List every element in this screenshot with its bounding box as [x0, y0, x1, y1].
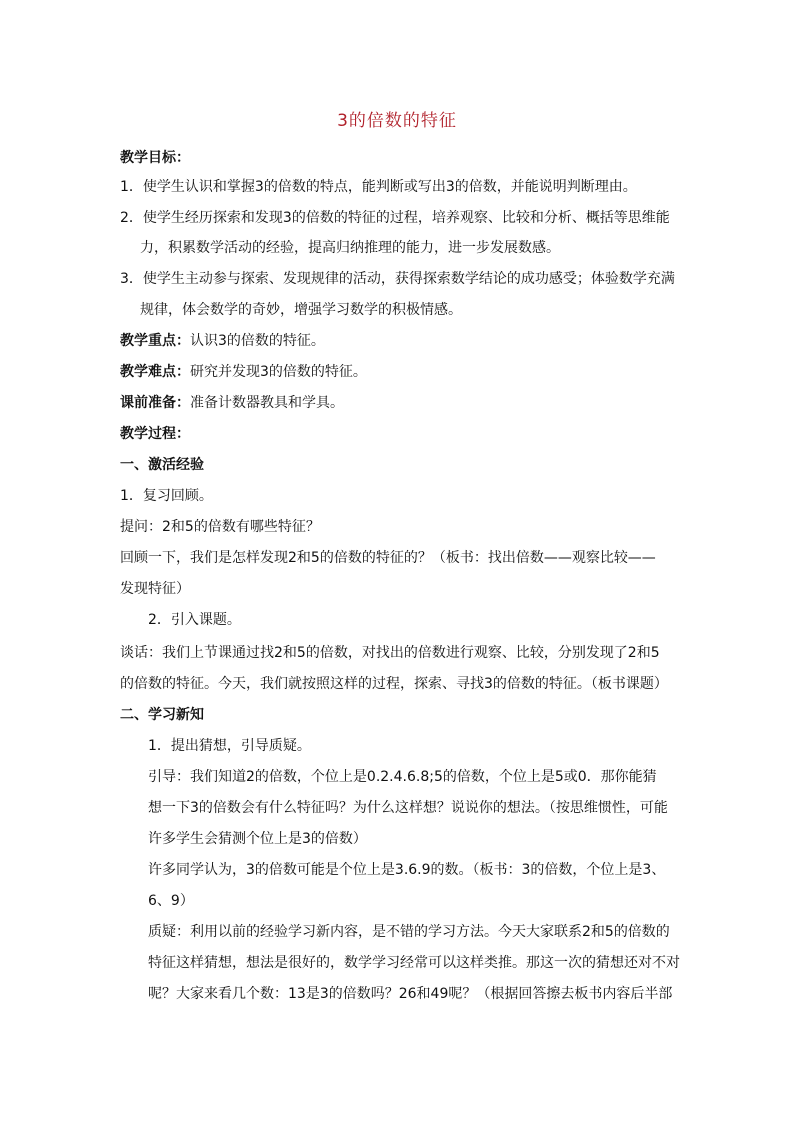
section-1-question: 提问：2和5的倍数有哪些特征？ [120, 519, 320, 535]
section-1-item-1: 1．复习回顾。 [120, 488, 213, 504]
section-2-item-1: 1．提出猜想，引导质疑。 [148, 738, 311, 754]
preparation [120, 393, 344, 413]
section-2-heading: 二、学习新知 [120, 707, 204, 723]
section-2-guide-line-2: 想一下3的倍数会有什么特征吗？为什么这样想？说说你的想法。（按思维惯性，可能 [148, 800, 668, 816]
goal-3-line-2: 规律，体会数学的奇妙，增强学习数学的积极情感。 [140, 302, 462, 318]
key-point-label: 教学重点： [120, 333, 190, 349]
section-2-doubt-line-2: 特征这样猜想，想法是很好的，数学学习经常可以这样类推。那这一次的猜想还对不对 [148, 955, 680, 971]
section-2-many-line-2: 6、9） [148, 893, 194, 909]
goal-2-line-1: 2．使学生经历探索和发现3的倍数的特征的过程，培养观察、比较和分析、概括等思维能 [120, 210, 670, 226]
section-1-item-2: 2．引入课题。 [148, 612, 241, 628]
section-2-doubt-line-3: 呢？大家来看几个数：13是3的倍数吗？26和49呢？（根据回答擦去板书内容后半部 [148, 986, 673, 1002]
difficulty-point [120, 362, 367, 382]
section-1-review-line-1: 回顾一下，我们是怎样发现2和5的倍数的特征的？（板书：找出倍数——观察比较—— [120, 550, 656, 566]
goal-1: 1．使学生认识和掌握3的倍数的特点，能判断或写出3的倍数，并能说明判断理由。 [120, 179, 637, 195]
preparation-text: 准备计数器教具和学具。 [190, 395, 344, 411]
section-2-guide-line-3: 许多学生会猜测个位上是3的倍数） [148, 831, 367, 847]
section-2-doubt-line-1: 质疑：利用以前的经验学习新内容，是不错的学习方法。今天大家联系2和5的倍数的 [148, 924, 670, 940]
document-title: 3的倍数的特征 [337, 111, 457, 131]
section-1-talk-line-2: 的倍数的特征。今天，我们就按照这样的过程，探索、寻找3的倍数的特征。（板书课题） [120, 676, 668, 692]
process-heading: 教学过程： [120, 426, 190, 442]
section-1-review-line-2: 发现特征） [120, 581, 190, 597]
difficulty-text: 研究并发现3的倍数的特征。 [190, 364, 367, 380]
key-point [120, 331, 325, 351]
section-1-talk-line-1: 谈话：我们上节课通过找2和5的倍数，对找出的倍数进行观察、比较，分别发现了2和5 [120, 645, 660, 661]
section-1-heading: 一、激活经验 [120, 457, 204, 473]
preparation-label: 课前准备： [120, 395, 190, 411]
section-2-many-line-1: 许多同学认为，3的倍数可能是个位上是3.6.9的数。（板书：3的倍数，个位上是3、 [148, 862, 666, 878]
goals-heading: 教学目标： [120, 150, 190, 166]
difficulty-label: 教学难点： [120, 364, 190, 380]
goal-2-line-2: 力，积累数学活动的经验，提高归纳推理的能力，进一步发展数感。 [140, 240, 560, 256]
key-point-text: 认识3的倍数的特征。 [190, 333, 325, 349]
goal-3-line-1: 3．使学生主动参与探索、发现规律的活动，获得探索数学结论的成功感受；体验数学充满 [120, 271, 675, 287]
section-2-guide-line-1: 引导：我们知道2的倍数，个位上是0.2.4.6.8;5的倍数，个位上是5或0．那你能猜 [148, 769, 657, 785]
